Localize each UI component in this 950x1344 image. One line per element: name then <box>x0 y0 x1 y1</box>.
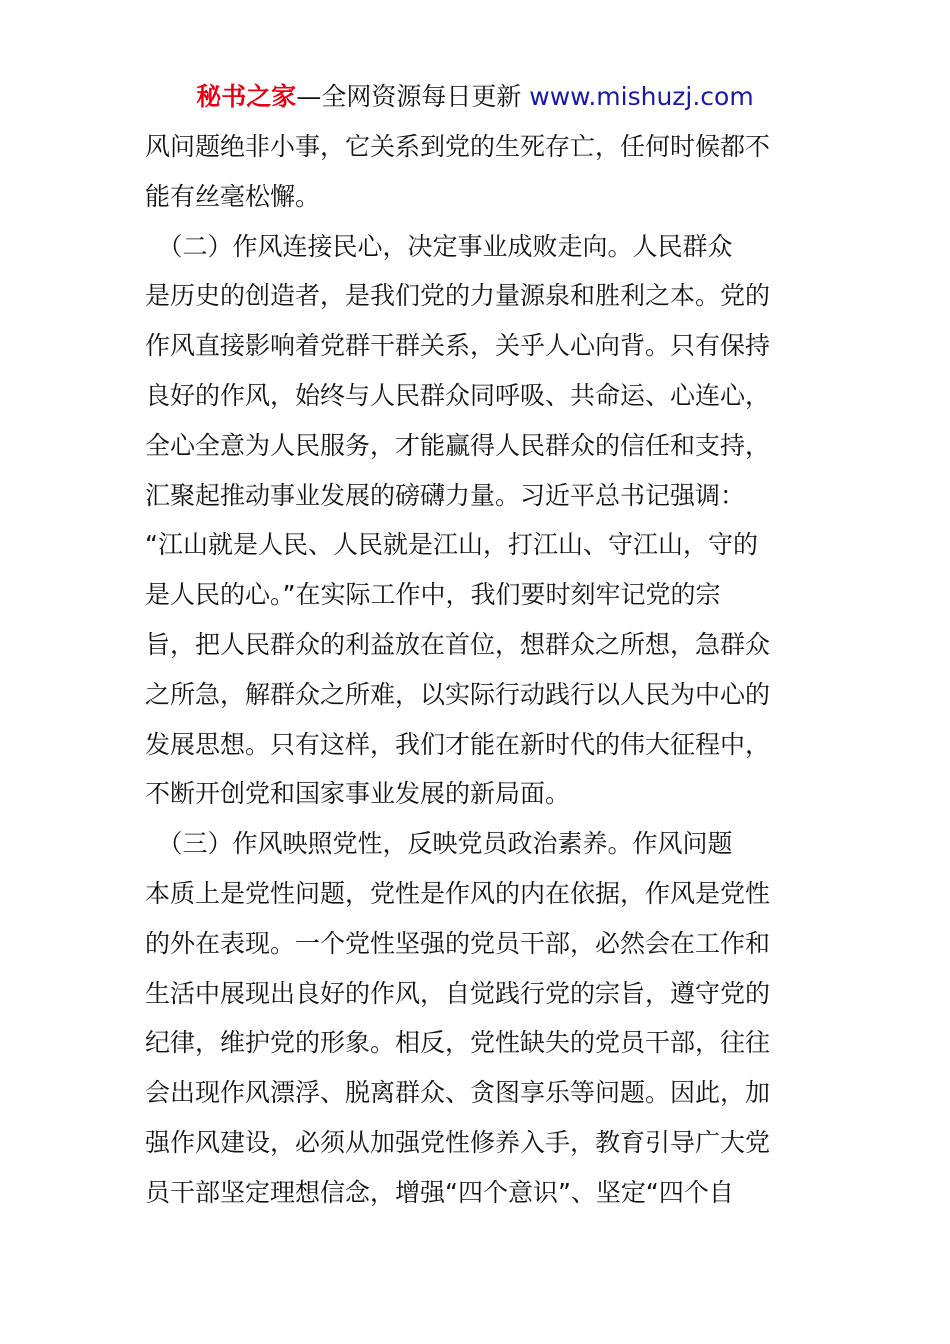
document-body <box>145 122 810 1218</box>
text-line: 汇聚起推动事业发展的磅礴力量。习近平总书记强调： <box>145 480 746 510</box>
text-line: 是人民的心。”在实际工作中，我们要时刻牢记党的宗 <box>145 580 721 610</box>
text-line: （三）作风映照党性，反映党员政治素养。作风问题 <box>145 829 733 859</box>
text-line: 能有丝毫松懈。 <box>145 181 321 211</box>
text-line: 良好的作风，始终与人民群众同呼吸、共命运、心连心， <box>145 380 771 410</box>
text-line: 发展思想。只有这样，我们才能在新时代的伟大征程中， <box>145 729 771 759</box>
text-line: 风问题绝非小事，它关系到党的生死存亡，任何时候都不 <box>145 132 771 161</box>
text-line: 是历史的创造者，是我们党的力量源泉和胜利之本。党的 <box>145 281 771 311</box>
text-line: 员干部坚定理想信念，增强“四个意识”、坚定“四个自 <box>145 1177 734 1207</box>
header-tagline: —全网资源每日更新 <box>296 82 522 111</box>
text-line: 旨，把人民群众的利益放在首位，想群众之所想，急群众 <box>145 629 771 659</box>
brand-name: 秘书之家 <box>196 82 297 111</box>
text-line: 作风直接影响着党群干群关系，关乎人心向背。只有保持 <box>145 331 771 361</box>
text-line: 纪律，维护党的形象。相反，党性缺失的党员干部，往往 <box>145 1028 771 1058</box>
text-line: 之所急，解群众之所难，以实际行动践行以人民为中心的 <box>145 679 771 709</box>
text-line: 全心全意为人民服务，才能赢得人民群众的信任和支持， <box>145 430 771 460</box>
text-line: 不断开创党和国家事业发展的新局面。 <box>145 779 571 809</box>
text-line: 会出现作风漂浮、脱离群众、贪图享乐等问题。因此，加 <box>145 1078 771 1108</box>
text-line: “江山就是人民、人民就是江山，打江山、守江山，守的 <box>145 530 758 560</box>
page-header <box>0 80 950 114</box>
text-line: 强作风建设，必须从加强党性修养入手，教育引导广大党 <box>145 1127 771 1157</box>
text-line: 生活中展现出良好的作风，自觉践行党的宗旨，遵守党的 <box>145 978 771 1008</box>
text-line: （二）作风连接民心，决定事业成败走向。人民群众 <box>145 231 733 261</box>
text-line: 的外在表现。一个党性坚强的党员干部，必然会在工作和 <box>145 928 771 958</box>
site-url-link[interactable]: www.mishuzj.com <box>529 82 754 111</box>
text-line: 本质上是党性问题，党性是作风的内在依据，作风是党性 <box>145 878 771 908</box>
